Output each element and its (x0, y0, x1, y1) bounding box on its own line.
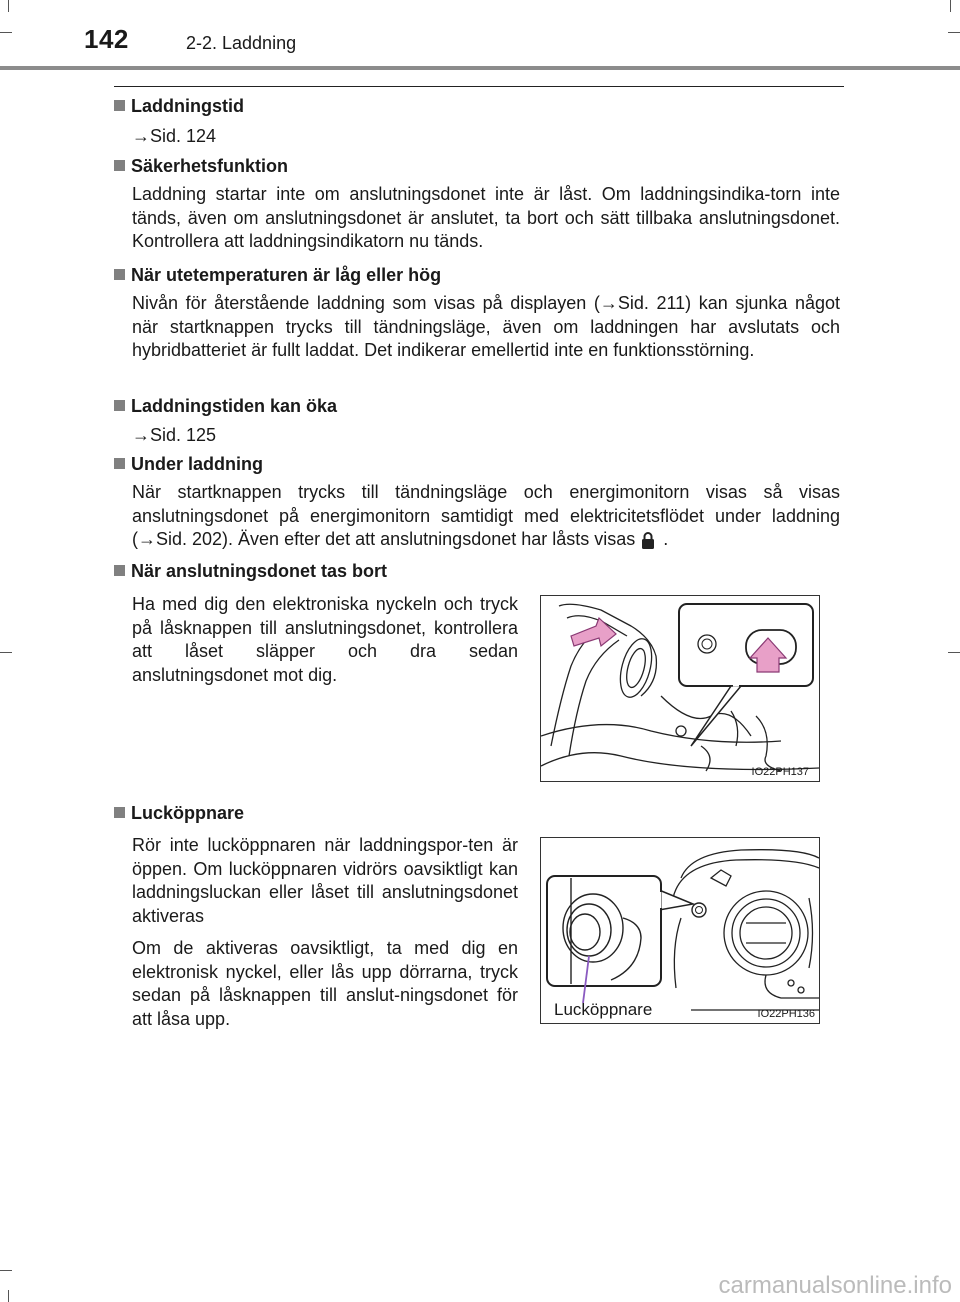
crop-mark (8, 1290, 9, 1302)
crop-mark (8, 0, 9, 12)
figure-label: Lucköppnare (554, 1000, 653, 1019)
heading-nar-anslutningsdonet-tas-bort: När anslutningsdonet tas bort (114, 560, 387, 582)
crop-mark (948, 32, 960, 33)
content-rule (114, 86, 844, 87)
bullet-square-icon (114, 269, 125, 280)
heading-luckoppnare: Lucköppnare (114, 802, 244, 824)
page-reference: →Sid. 125 (132, 425, 217, 445)
crop-mark (0, 652, 12, 653)
bullet-square-icon (114, 400, 125, 411)
paragraph-under-laddning: När startknappen trycks till tändningsläge och energimonitorn visas så visas anslutningsdonet på energimonitorn samtidigt med elektricitetsflödet under laddning (→Sid. 202). Även efter det att anslutningsdonet har låsts visas . (132, 481, 840, 557)
crop-mark (0, 32, 12, 33)
pull-arrow-icon (571, 618, 616, 646)
heading-sakerhetsfunktion: Säkerhetsfunktion (114, 155, 288, 177)
connector-illustration (541, 596, 819, 781)
figure-connector-removal (540, 595, 820, 782)
figure-code: IO22PH136 (757, 1008, 815, 1020)
crop-mark (0, 1270, 12, 1271)
paragraph-sakerhetsfunktion: Laddning startar inte om anslutningsdonet inte är låst. Om laddningsindika-torn inte tänds, även om anslutningsdonet är anslutet, ta bort och sätt tillbaka anslutningsdonet. Kontrollera att laddningsindikatorn nu tänds. (132, 184, 840, 251)
bullet-square-icon (114, 458, 125, 469)
bullet-square-icon (114, 807, 125, 818)
heading-laddningstid: Laddningstid (114, 95, 244, 117)
heading-under-laddning: Under laddning (114, 453, 263, 475)
bullet-square-icon (114, 565, 125, 576)
bullet-square-icon (114, 160, 125, 171)
section-title: 2-2. Laddning (186, 33, 297, 53)
padlock-icon (641, 531, 655, 557)
heading-laddningstiden-kan-oka: Laddningstiden kan öka (114, 395, 337, 417)
header-rule (0, 66, 960, 70)
figure-lid-opener (540, 837, 820, 1024)
bullet-square-icon (114, 100, 125, 111)
paragraph-utetemperatur: Nivån för återstående laddning som visas på displayen (→Sid. 211) kan sjunka något när startknappen trycks till tändningsläge, även om laddningen har avslutats och hybridbatteriet är fullt laddat. Det indikerar emellertid inte en funktionsstörning. (132, 293, 840, 360)
page-number: 142 (84, 24, 129, 54)
lid-opener-illustration (541, 838, 819, 1023)
paragraph-luckoppnare-2: Om de aktiveras oavsiktligt, ta med dig en elektronisk nyckel, eller lås upp dörrarna, tryck sedan på låsknappen till anslut-ningsdonet för att låsa upp. (132, 938, 518, 1029)
watermark: carmanualsonline.info (718, 1272, 952, 1299)
crop-mark (950, 0, 951, 12)
crop-mark (948, 652, 960, 653)
paragraph-anslutningsdonet-tas-bort: Ha med dig den elektroniska nyckeln och tryck på låsknappen till anslutningsdonet, kontrollera att låset släpper och dra sedan anslutningsdonet mot dig. (132, 594, 518, 685)
heading-utetemperatur: När utetemperaturen är låg eller hög (114, 264, 441, 286)
page-reference: →Sid. 124 (132, 126, 217, 146)
figure-code: IO22PH137 (751, 766, 809, 778)
paragraph-luckoppnare-1: Rör inte lucköppnaren när laddningspor-ten är öppen. Om lucköppnaren vidrörs oavsiktligt kan laddningsluckan eller låset till anslutningsdonet aktiveras (132, 835, 518, 926)
